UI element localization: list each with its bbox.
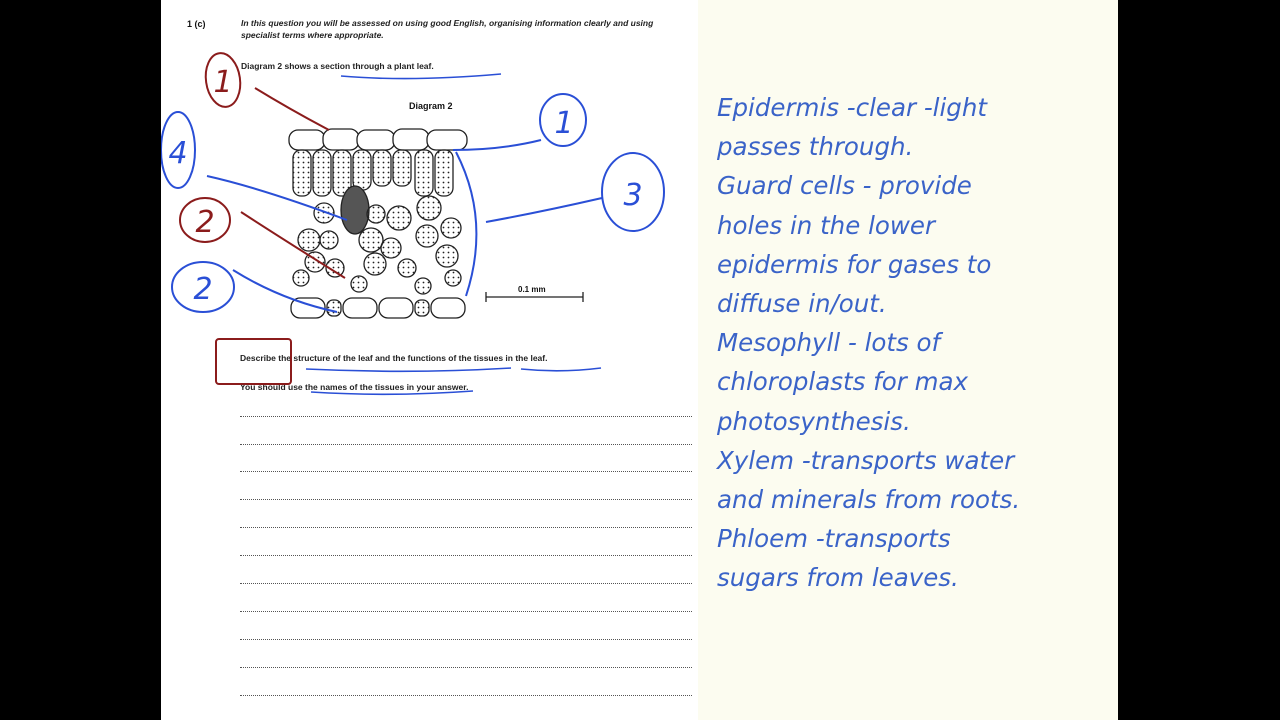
note-line: photosynthesis. [717,406,911,436]
answer-line [240,527,692,528]
annotation-number: 1 [213,65,233,100]
answer-line [240,471,692,472]
note-line: Xylem -transports water [717,445,1015,475]
note-line: epidermis for gases to [717,249,992,279]
use-names-prompt: You should use the names of the tissues in your answer. [240,382,469,392]
answer-line [240,583,692,584]
answer-line [240,416,692,417]
blue-annotations [161,94,664,312]
answer-line [240,555,692,556]
note-line: passes through. [717,132,914,162]
diagram-intro-rest: shows a section through a plant leaf. [284,61,434,71]
answer-line [240,444,692,445]
note-line: Guard cells - provide [717,171,972,201]
answer-line [240,499,692,500]
question-number: 1 (c) [187,19,206,29]
question-instruction: In this question you will be assessed on using good English, organising information clearly and using specialist terms where appropriate. [241,18,654,40]
answer-line [240,639,692,640]
note-line: diffuse in/out. [717,289,887,319]
slide [161,0,1118,720]
answer-line [240,611,692,612]
note-line: Epidermis -clear -light [717,93,987,122]
note-line: and minerals from roots. [717,485,1021,515]
describe-box [216,339,291,384]
handwritten-notes [717,88,1107,598]
annotation-number: 2 [193,272,213,307]
annotation-number: 3 [623,178,643,213]
describe-prompt: Describe the structure of the leaf and the functions of the tissues in the leaf. [240,353,548,363]
answer-line [240,695,692,696]
leaf-cross-section [289,129,583,318]
note-line: Phloem -transports [717,524,951,554]
answer-line [240,667,692,668]
annotation-number: 2 [195,205,215,240]
diagram-ref: Diagram 2 [241,61,283,71]
leaf-diagram [161,0,721,400]
note-line: holes in the lower [717,210,936,240]
note-line: sugars from leaves. [717,563,959,593]
diagram-title: Diagram 2 [409,101,453,111]
note-line: Mesophyll - lots of [717,328,941,358]
annotation-number: 1 [554,106,574,141]
annotation-number: 4 [168,136,188,171]
scale-bar-label: 0.1 mm [518,285,546,294]
note-line: chloroplasts for max [717,367,969,397]
